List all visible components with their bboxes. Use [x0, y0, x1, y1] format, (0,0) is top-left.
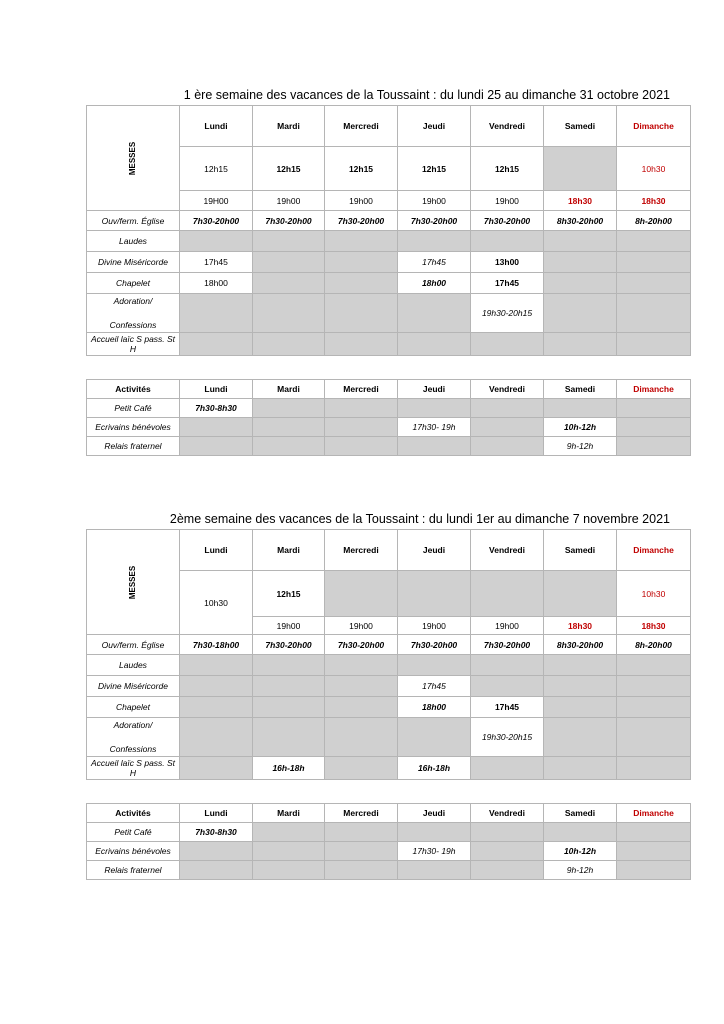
schedule-cell	[325, 399, 398, 418]
schedule-cell: 7h30-20h00	[398, 211, 471, 231]
schedule-cell	[544, 294, 617, 333]
schedule-cell	[398, 399, 471, 418]
day-header: Mercredi	[325, 804, 398, 823]
schedule-cell: 17h45	[471, 273, 544, 294]
mass-time: 19h00	[398, 617, 471, 635]
mass-time: 12h15	[253, 147, 325, 191]
schedule-cell: 8h-20h00	[617, 635, 691, 655]
row-label: Laudes	[87, 231, 180, 252]
day-header: Lundi	[180, 530, 253, 571]
mass-time: 18h30	[617, 617, 691, 635]
schedule-cell	[325, 273, 398, 294]
row-label: Divine Miséricorde	[87, 252, 180, 273]
row-label: Ouv/ferm. Église	[87, 635, 180, 655]
day-header: Lundi	[180, 106, 253, 147]
schedule-cell: 7h30-8h30	[180, 399, 253, 418]
schedule-cell	[180, 437, 253, 456]
schedule-cell	[253, 399, 325, 418]
schedule-cell: 17h30- 19h	[398, 418, 471, 437]
mass-time	[398, 571, 471, 617]
day-header: Dimanche	[617, 804, 691, 823]
schedule-cell	[471, 823, 544, 842]
schedule-cell: 18h00	[398, 697, 471, 718]
schedule-cell	[471, 333, 544, 356]
schedule-cell: 19h30-20h15	[471, 294, 544, 333]
schedule-cell: 7h30-20h00	[471, 635, 544, 655]
mass-time: 12h15	[180, 147, 253, 191]
schedule-cell	[180, 676, 253, 697]
mass-time: 10h30	[617, 571, 691, 617]
week1-activities-table	[86, 379, 691, 456]
messes-label: MESSES	[87, 530, 180, 635]
schedule-cell	[398, 823, 471, 842]
schedule-cell	[544, 399, 617, 418]
mass-time: 12h15	[253, 571, 325, 617]
schedule-cell	[325, 231, 398, 252]
schedule-cell	[253, 842, 325, 861]
row-label: Ecrivains bénévoles	[87, 842, 180, 861]
schedule-cell	[180, 757, 253, 780]
schedule-cell	[325, 676, 398, 697]
activities-label: Activités	[87, 380, 180, 399]
week2-activities-table	[86, 803, 691, 880]
mass-time: 19h00	[471, 191, 544, 211]
mass-time: 18h30	[544, 617, 617, 635]
schedule-cell	[544, 718, 617, 757]
row-label: Accueil laïc S pass. St H	[87, 757, 180, 780]
row-label: Petit Café	[87, 399, 180, 418]
schedule-cell	[325, 655, 398, 676]
row-label: Laudes	[87, 655, 180, 676]
schedule-cell: 8h-20h00	[617, 211, 691, 231]
mass-time	[325, 571, 398, 617]
schedule-cell: 8h30-20h00	[544, 211, 617, 231]
day-header: Vendredi	[471, 530, 544, 571]
day-header: Mercredi	[325, 106, 398, 147]
mass-time: 19H00	[180, 191, 253, 211]
schedule-cell	[325, 437, 398, 456]
schedule-cell: 9h-12h	[544, 437, 617, 456]
schedule-cell	[617, 861, 691, 880]
schedule-cell	[180, 697, 253, 718]
schedule-cell	[398, 294, 471, 333]
schedule-cell	[617, 676, 691, 697]
schedule-cell	[617, 757, 691, 780]
row-label: Petit Café	[87, 823, 180, 842]
schedule-cell	[544, 823, 617, 842]
mass-time: 19h00	[325, 617, 398, 635]
mass-time: 19h00	[398, 191, 471, 211]
schedule-cell	[325, 842, 398, 861]
schedule-cell	[253, 718, 325, 757]
schedule-cell	[471, 655, 544, 676]
schedule-cell: 8h30-20h00	[544, 635, 617, 655]
schedule-cell: 7h30-8h30	[180, 823, 253, 842]
schedule-cell: 17h30- 19h	[398, 842, 471, 861]
row-label: Chapelet	[87, 273, 180, 294]
schedule-cell	[471, 676, 544, 697]
schedule-cell	[180, 718, 253, 757]
day-header: Jeudi	[398, 804, 471, 823]
mass-time: 19h00	[471, 617, 544, 635]
schedule-cell	[253, 418, 325, 437]
schedule-cell	[617, 294, 691, 333]
day-header: Samedi	[544, 530, 617, 571]
row-label: Adoration/ Confessions	[87, 294, 180, 333]
schedule-cell	[253, 823, 325, 842]
schedule-cell: 16h-18h	[253, 757, 325, 780]
schedule-cell: 17h45	[180, 252, 253, 273]
schedule-cell	[398, 333, 471, 356]
schedule-cell: 18h00	[180, 273, 253, 294]
row-label: Relais fraternel	[87, 437, 180, 456]
schedule-cell: 7h30-20h00	[253, 211, 325, 231]
mass-time: 18h30	[544, 191, 617, 211]
schedule-cell	[325, 823, 398, 842]
day-header: Mardi	[253, 380, 325, 399]
day-header: Samedi	[544, 380, 617, 399]
schedule-cell	[617, 333, 691, 356]
activities-label: Activités	[87, 804, 180, 823]
schedule-cell	[180, 231, 253, 252]
schedule-cell	[325, 333, 398, 356]
messes-label: MESSES	[87, 106, 180, 211]
schedule-cell	[325, 718, 398, 757]
schedule-cell	[544, 757, 617, 780]
day-header: Mardi	[253, 530, 325, 571]
mass-time: 12h15	[471, 147, 544, 191]
schedule-cell	[471, 861, 544, 880]
schedule-cell	[617, 823, 691, 842]
mass-time: 18h30	[617, 191, 691, 211]
day-header: Vendredi	[471, 380, 544, 399]
mass-time	[471, 571, 544, 617]
mass-time: 12h15	[398, 147, 471, 191]
schedule-cell	[325, 252, 398, 273]
schedule-cell	[544, 697, 617, 718]
schedule-cell	[253, 294, 325, 333]
day-header: Mardi	[253, 106, 325, 147]
schedule-cell	[253, 655, 325, 676]
schedule-cell	[180, 861, 253, 880]
row-label: Ecrivains bénévoles	[87, 418, 180, 437]
row-label: Ouv/ferm. Église	[87, 211, 180, 231]
schedule-cell	[253, 333, 325, 356]
day-header: Lundi	[180, 804, 253, 823]
week2-masses-table	[86, 529, 691, 780]
day-header: Vendredi	[471, 804, 544, 823]
schedule-cell	[617, 418, 691, 437]
day-header: Lundi	[180, 380, 253, 399]
day-header: Samedi	[544, 106, 617, 147]
schedule-cell	[471, 842, 544, 861]
schedule-cell	[398, 437, 471, 456]
row-label: Relais fraternel	[87, 861, 180, 880]
schedule-cell	[253, 231, 325, 252]
week2-title: 2ème semaine des vacances de la Toussaint : du lundi 1er au dimanche 7 novembre 2021	[169, 512, 670, 526]
mass-time	[544, 571, 617, 617]
mass-time: 19h00	[325, 191, 398, 211]
schedule-cell: 7h30-20h00	[398, 635, 471, 655]
day-header: Samedi	[544, 804, 617, 823]
schedule-cell	[544, 231, 617, 252]
schedule-cell: 7h30-20h00	[180, 211, 253, 231]
schedule-cell: 7h30-20h00	[253, 635, 325, 655]
schedule-cell: 17h45	[398, 252, 471, 273]
schedule-cell	[617, 655, 691, 676]
day-header: Jeudi	[398, 106, 471, 147]
schedule-cell	[617, 273, 691, 294]
day-header: Mercredi	[325, 380, 398, 399]
schedule-cell	[471, 418, 544, 437]
day-header: Dimanche	[617, 106, 691, 147]
schedule-cell	[544, 676, 617, 697]
schedule-cell	[471, 231, 544, 252]
day-header: Vendredi	[471, 106, 544, 147]
mass-time: 12h15	[325, 147, 398, 191]
schedule-cell	[617, 231, 691, 252]
schedule-cell: 13h00	[471, 252, 544, 273]
schedule-cell	[544, 273, 617, 294]
row-label: Accueil laïc S pass. St H	[87, 333, 180, 356]
schedule-cell: 18h00	[398, 273, 471, 294]
week1-title: 1 ère semaine des vacances de la Toussaint : du lundi 25 au dimanche 31 octobre 2021	[183, 88, 670, 102]
schedule-cell	[325, 418, 398, 437]
row-label: Chapelet	[87, 697, 180, 718]
schedule-cell	[253, 273, 325, 294]
day-header: Jeudi	[398, 530, 471, 571]
row-label: Adoration/ Confessions	[87, 718, 180, 757]
schedule-cell: 7h30-20h00	[325, 635, 398, 655]
row-label: Divine Miséricorde	[87, 676, 180, 697]
mass-time	[544, 147, 617, 191]
schedule-cell: 10h-12h	[544, 842, 617, 861]
schedule-cell: 9h-12h	[544, 861, 617, 880]
schedule-cell: 7h30-20h00	[471, 211, 544, 231]
schedule-cell	[544, 655, 617, 676]
schedule-cell: 17h45	[398, 676, 471, 697]
schedule-cell	[544, 252, 617, 273]
schedule-cell	[180, 333, 253, 356]
schedule-cell	[398, 231, 471, 252]
schedule-cell	[325, 757, 398, 780]
schedule-cell	[253, 697, 325, 718]
schedule-cell	[253, 676, 325, 697]
schedule-cell	[471, 757, 544, 780]
mass-time: 19h00	[253, 617, 325, 635]
day-header: Mercredi	[325, 530, 398, 571]
schedule-cell	[398, 718, 471, 757]
day-header: Jeudi	[398, 380, 471, 399]
day-header: Mardi	[253, 804, 325, 823]
schedule-cell	[471, 399, 544, 418]
schedule-cell	[253, 437, 325, 456]
mass-time: 19h00	[253, 191, 325, 211]
schedule-cell: 7h30-18h00	[180, 635, 253, 655]
schedule-cell	[617, 399, 691, 418]
schedule-cell	[180, 418, 253, 437]
schedule-cell	[617, 718, 691, 757]
schedule-cell	[398, 655, 471, 676]
schedule-cell	[544, 333, 617, 356]
mass-time: 10h30	[617, 147, 691, 191]
schedule-cell	[471, 437, 544, 456]
schedule-cell	[398, 861, 471, 880]
schedule-cell: 17h45	[471, 697, 544, 718]
schedule-cell	[617, 842, 691, 861]
schedule-cell: 10h-12h	[544, 418, 617, 437]
day-header: Dimanche	[617, 380, 691, 399]
schedule-cell	[180, 294, 253, 333]
schedule-cell	[617, 697, 691, 718]
schedule-cell	[617, 437, 691, 456]
schedule-cell	[180, 655, 253, 676]
schedule-cell	[253, 252, 325, 273]
schedule-cell	[325, 861, 398, 880]
schedule-cell: 16h-18h	[398, 757, 471, 780]
schedule-cell: 7h30-20h00	[325, 211, 398, 231]
schedule-cell	[253, 861, 325, 880]
day-header: Dimanche	[617, 530, 691, 571]
week1-masses-table	[86, 105, 691, 356]
schedule-cell	[617, 252, 691, 273]
schedule-cell	[325, 697, 398, 718]
schedule-cell: 19h30-20h15	[471, 718, 544, 757]
mass-time: 10h30	[180, 571, 253, 635]
schedule-cell	[325, 294, 398, 333]
schedule-cell	[180, 842, 253, 861]
